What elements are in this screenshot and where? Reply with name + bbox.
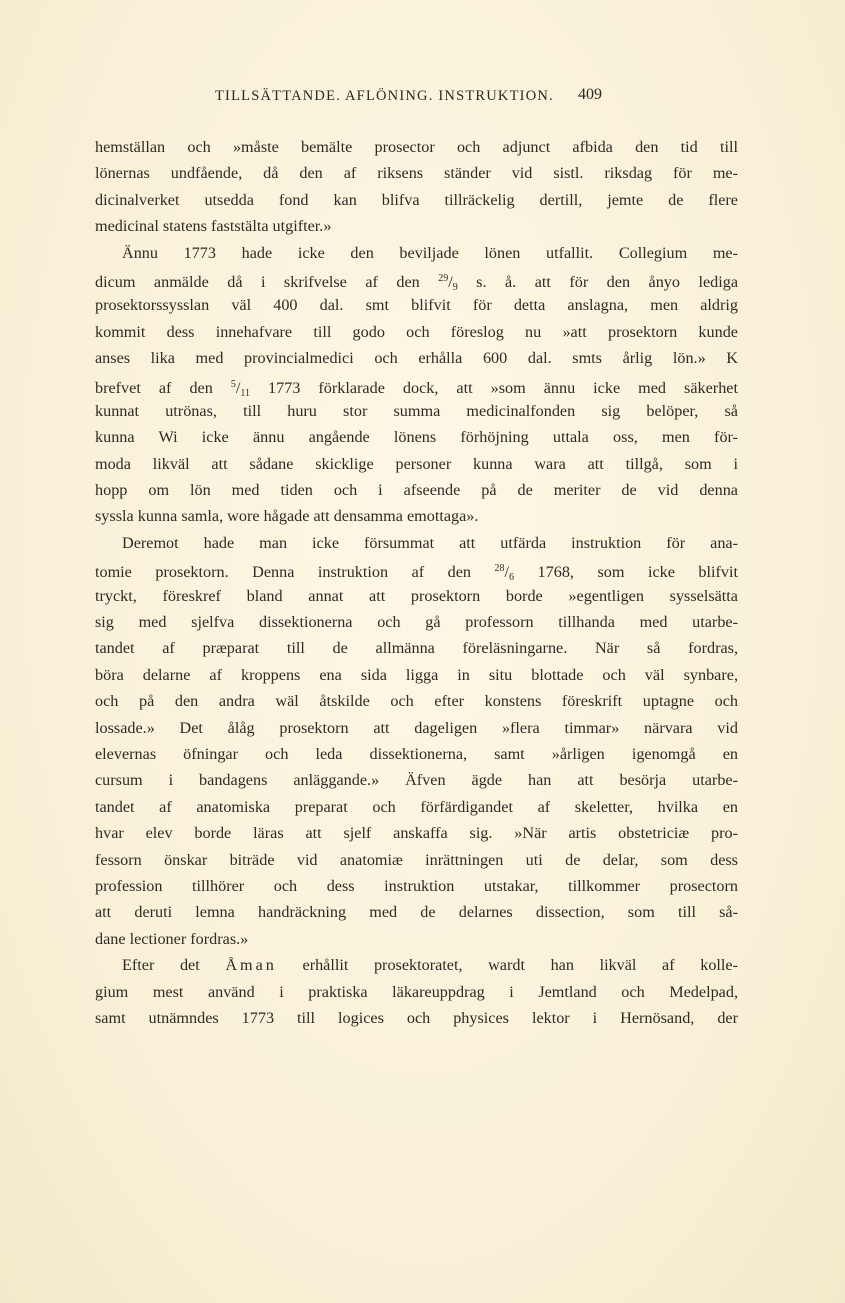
text-segment: s. å. att för den ånyo lediga (457, 272, 738, 291)
text-line: anses lika med provincialmedici och erhålla 600 dal. smts årlig lön.» K (95, 349, 738, 368)
text-line: hopp om lön med tiden och i afseende på de meriter de vid denna (95, 481, 738, 500)
paragraph (95, 530, 738, 952)
text-line: hemställan och »måste bemälte prosector och adjunct afbida den tid till (95, 138, 738, 156)
text-line: syssla kunna samla, wore hågade att densamma emottaga». (95, 507, 479, 526)
text-line: Deremot hade man icke försummat att utfärda instruktion för ana- (122, 533, 738, 552)
text-segment: dicum anmälde då i skrifvelse af den (95, 272, 439, 291)
text-segment: 1773 förklarade dock, att »som ännu icke med säkerhet (249, 378, 738, 397)
date-fraction (438, 273, 458, 291)
fraction-numerator: 5 (230, 378, 236, 390)
fraction-denominator: 6 (509, 572, 515, 584)
text-segment: erhållit prosektoratet, wardt han likväl af kolle- (276, 956, 738, 975)
text-line: fessorn önskar biträde vid anatomiæ inrättningen uti de delar, som dess (95, 850, 738, 869)
text-line: dane lectioner fordras.» (95, 929, 249, 948)
fraction-slash: / (504, 563, 510, 582)
text-line (95, 556, 738, 582)
text-line: samt utnämndes 1773 till logices och physices lektor i Hernösand, der (95, 1008, 738, 1027)
text-line: sig med sjelfva dissektionerna och gå professorn tillhanda med utarbe- (95, 613, 738, 632)
text-line: profession tillhörer och dess instruktion utstakar, tillkommer prosectorn (95, 876, 738, 895)
text-line: att deruti lemna handräckning med de delarnes dissection, som till så- (95, 903, 738, 922)
text-segment: tomie prosektorn. Denna instruktion af den (95, 563, 495, 582)
text-line (95, 952, 738, 978)
date-fraction (494, 563, 515, 584)
text-line: dicinalverket utsedda fond kan blifva tillräckelig dertill, jemte de flere (95, 190, 738, 209)
text-segment: brefvet af den (95, 378, 231, 397)
fraction-slash: / (448, 272, 453, 291)
text-line: gium mest använd i praktiska läkareuppdrag i Jemtland och Medelpad, (95, 982, 738, 1001)
text-line: Ännu 1773 hade icke den beviljade lönen utfallit. Collegium me- (122, 243, 738, 262)
text-line: tryckt, föreskref bland annat att prosektorn borde »egentligen sysselsätta (95, 586, 738, 605)
text-segment: 1768, som icke blifvit (514, 563, 738, 582)
text-line: och på den andra wäl åtskilde och efter konstens föreskrift uptagne och (95, 692, 738, 711)
text-line: elevernas öfningar och leda dissektionerna, samt »årligen igenomgå en (95, 744, 738, 763)
text-line: lönernas undfående, då den af riksens ständer vid sistl. riksdag för me- (95, 164, 738, 183)
text-line: tandet af præparat till de allmänna föreläsningarne. När så fordras, (95, 639, 738, 658)
text-line: lossade.» Det ålåg prosektorn att dageligen »flera timmar» närvara vid (95, 718, 738, 737)
paragraph (95, 134, 738, 240)
text-line (95, 266, 738, 292)
text-line (95, 372, 738, 398)
fraction-slash: / (235, 378, 241, 397)
fraction-denominator: 11 (240, 387, 250, 399)
text-line: medicinal statens faststälta utgifter.» (95, 217, 332, 236)
date-fraction (231, 379, 250, 397)
paragraph (95, 952, 738, 1031)
text-line: tandet af anatomiska preparat och förfärdigandet af skeletter, hvilka en (95, 797, 738, 816)
text-line: kommit dess innehafvare till godo och föreslog nu »att prosektorn kunde (95, 322, 738, 341)
fraction-numerator: 28 (494, 563, 505, 575)
text-line: kunna Wi icke ännu angående lönens förhöjning uttala oss, men för- (95, 428, 738, 447)
text-line: kunnat utrönas, till huru stor summa medicinalfonden sig belöper, så (95, 401, 738, 420)
fraction-denominator: 9 (452, 281, 458, 293)
text-line: prosektorssysslan väl 400 dal. smt blifvit för detta anslagna, men aldrig (95, 296, 738, 315)
text-line: moda likväl att sådane skicklige personer kunna wara att tillgå, som i (95, 454, 738, 473)
paragraph (95, 240, 738, 530)
running-head: TILLSÄTTANDE. AFLÖNING. INSTRUKTION. (215, 88, 554, 104)
text-line: cursum i bandagens anläggande.» Äfven ägde han att besörja utarbe- (95, 771, 738, 790)
spaced-name: Åman (225, 956, 277, 975)
page-number: 409 (578, 86, 602, 103)
text-line: hvar elev borde läras att sjelf anskaffa sig. »När artis obstetriciæ pro- (95, 824, 738, 843)
text-line: böra delarne af kroppens ena sida ligga in situ blottade och väl synbare, (95, 665, 738, 684)
body-text (95, 134, 738, 1031)
text-segment: Efter det (122, 956, 226, 975)
fraction-numerator: 29 (438, 272, 449, 284)
